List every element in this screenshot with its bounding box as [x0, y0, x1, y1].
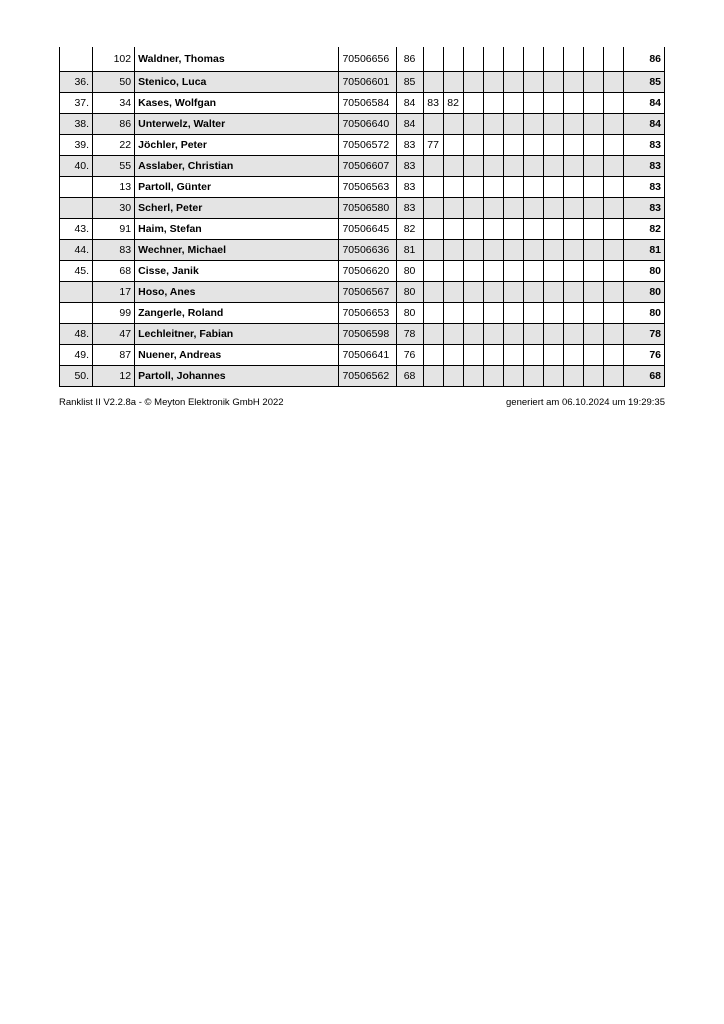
total-score-cell: 80 [623, 261, 664, 282]
series-2-cell [423, 47, 443, 72]
empty-series-cell [603, 177, 623, 198]
empty-series-cell [563, 156, 583, 177]
empty-series-cell [523, 93, 543, 114]
empty-series-cell [503, 219, 523, 240]
start-number-cell: 30 [93, 198, 135, 219]
empty-series-cell [523, 345, 543, 366]
empty-series-cell [543, 177, 563, 198]
empty-series-cell [503, 282, 523, 303]
empty-series-cell [463, 366, 483, 387]
empty-series-cell [563, 47, 583, 72]
series-1-cell: 84 [396, 93, 423, 114]
shooter-id-cell: 70506580 [339, 198, 396, 219]
empty-series-cell [583, 366, 603, 387]
start-number-cell: 102 [93, 47, 135, 72]
table-row [60, 345, 665, 366]
empty-series-cell [463, 135, 483, 156]
empty-series-cell [523, 198, 543, 219]
series-1-cell: 68 [396, 366, 423, 387]
rank-cell: 37. [60, 93, 93, 114]
empty-series-cell [583, 345, 603, 366]
empty-series-cell [583, 198, 603, 219]
series-3-cell [443, 72, 463, 93]
series-2-cell [423, 219, 443, 240]
rank-cell: 38. [60, 114, 93, 135]
shooter-id-cell: 70506607 [339, 156, 396, 177]
footer-copyright: Ranklist II V2.2.8a - © Meyton Elektronik GmbH 2022 [59, 397, 284, 408]
table-row [60, 114, 665, 135]
start-number-cell: 87 [93, 345, 135, 366]
shooter-id-cell: 70506572 [339, 135, 396, 156]
empty-series-cell [603, 240, 623, 261]
empty-series-cell [543, 72, 563, 93]
shooter-name-cell: Unterwelz, Walter [135, 114, 339, 135]
shooter-name-cell: Jöchler, Peter [135, 135, 339, 156]
series-2-cell [423, 345, 443, 366]
rank-cell: 44. [60, 240, 93, 261]
empty-series-cell [523, 282, 543, 303]
empty-series-cell [503, 93, 523, 114]
start-number-cell: 99 [93, 303, 135, 324]
shooter-name-cell: Asslaber, Christian [135, 156, 339, 177]
empty-series-cell [563, 303, 583, 324]
empty-series-cell [583, 135, 603, 156]
series-3-cell [443, 114, 463, 135]
empty-series-cell [483, 324, 503, 345]
empty-series-cell [463, 219, 483, 240]
empty-series-cell [503, 324, 523, 345]
empty-series-cell [463, 177, 483, 198]
shooter-name-cell: Nuener, Andreas [135, 345, 339, 366]
shooter-id-cell: 70506598 [339, 324, 396, 345]
rank-cell: 36. [60, 72, 93, 93]
empty-series-cell [563, 345, 583, 366]
series-2-cell [423, 282, 443, 303]
empty-series-cell [603, 135, 623, 156]
empty-series-cell [463, 261, 483, 282]
empty-series-cell [563, 366, 583, 387]
series-3-cell [443, 198, 463, 219]
empty-series-cell [603, 366, 623, 387]
empty-series-cell [583, 47, 603, 72]
start-number-cell: 86 [93, 114, 135, 135]
series-1-cell: 80 [396, 282, 423, 303]
series-1-cell: 83 [396, 156, 423, 177]
empty-series-cell [463, 93, 483, 114]
series-3-cell [443, 135, 463, 156]
series-2-cell: 83 [423, 93, 443, 114]
shooter-id-cell: 70506620 [339, 261, 396, 282]
empty-series-cell [483, 219, 503, 240]
table-row [60, 324, 665, 345]
ranklist-body [60, 47, 665, 387]
empty-series-cell [583, 156, 603, 177]
series-3-cell [443, 156, 463, 177]
empty-series-cell [503, 261, 523, 282]
empty-series-cell [603, 93, 623, 114]
start-number-cell: 34 [93, 93, 135, 114]
empty-series-cell [563, 324, 583, 345]
series-1-cell: 83 [396, 198, 423, 219]
empty-series-cell [483, 93, 503, 114]
shooter-name-cell: Stenico, Luca [135, 72, 339, 93]
empty-series-cell [523, 156, 543, 177]
empty-series-cell [603, 345, 623, 366]
total-score-cell: 86 [623, 47, 664, 72]
shooter-name-cell: Scherl, Peter [135, 198, 339, 219]
series-2-cell [423, 198, 443, 219]
start-number-cell: 47 [93, 324, 135, 345]
empty-series-cell [583, 303, 603, 324]
empty-series-cell [583, 72, 603, 93]
empty-series-cell [503, 240, 523, 261]
footer-generated-timestamp: generiert am 06.10.2024 um 19:29:35 [506, 397, 665, 408]
series-1-cell: 83 [396, 177, 423, 198]
empty-series-cell [523, 303, 543, 324]
series-2-cell [423, 72, 443, 93]
empty-series-cell [483, 135, 503, 156]
shooter-name-cell: Lechleitner, Fabian [135, 324, 339, 345]
start-number-cell: 55 [93, 156, 135, 177]
empty-series-cell [563, 177, 583, 198]
rank-cell: 48. [60, 324, 93, 345]
total-score-cell: 68 [623, 366, 664, 387]
empty-series-cell [483, 114, 503, 135]
empty-series-cell [483, 156, 503, 177]
series-3-cell [443, 366, 463, 387]
ranklist-table [59, 47, 665, 387]
empty-series-cell [483, 198, 503, 219]
empty-series-cell [543, 261, 563, 282]
empty-series-cell [463, 345, 483, 366]
total-score-cell: 83 [623, 156, 664, 177]
empty-series-cell [523, 366, 543, 387]
empty-series-cell [603, 261, 623, 282]
empty-series-cell [583, 261, 603, 282]
shooter-name-cell: Cisse, Janik [135, 261, 339, 282]
empty-series-cell [543, 345, 563, 366]
empty-series-cell [523, 177, 543, 198]
empty-series-cell [483, 303, 503, 324]
empty-series-cell [483, 261, 503, 282]
empty-series-cell [463, 72, 483, 93]
rank-cell [60, 198, 93, 219]
rank-cell: 49. [60, 345, 93, 366]
rank-cell [60, 47, 93, 72]
empty-series-cell [503, 198, 523, 219]
empty-series-cell [463, 303, 483, 324]
shooter-id-cell: 70506656 [339, 47, 396, 72]
empty-series-cell [503, 72, 523, 93]
empty-series-cell [523, 261, 543, 282]
empty-series-cell [603, 303, 623, 324]
total-score-cell: 82 [623, 219, 664, 240]
shooter-id-cell: 70506645 [339, 219, 396, 240]
empty-series-cell [543, 303, 563, 324]
series-3-cell [443, 47, 463, 72]
table-row [60, 240, 665, 261]
empty-series-cell [503, 156, 523, 177]
empty-series-cell [503, 303, 523, 324]
series-1-cell: 80 [396, 261, 423, 282]
series-1-cell: 86 [396, 47, 423, 72]
empty-series-cell [603, 219, 623, 240]
table-row [60, 72, 665, 93]
rank-cell: 39. [60, 135, 93, 156]
empty-series-cell [543, 282, 563, 303]
series-1-cell: 84 [396, 114, 423, 135]
rank-cell: 40. [60, 156, 93, 177]
empty-series-cell [583, 240, 603, 261]
empty-series-cell [463, 114, 483, 135]
start-number-cell: 91 [93, 219, 135, 240]
empty-series-cell [523, 240, 543, 261]
shooter-id-cell: 70506601 [339, 72, 396, 93]
empty-series-cell [463, 198, 483, 219]
empty-series-cell [543, 93, 563, 114]
empty-series-cell [523, 135, 543, 156]
empty-series-cell [543, 47, 563, 72]
total-score-cell: 84 [623, 93, 664, 114]
shooter-id-cell: 70506653 [339, 303, 396, 324]
series-2-cell [423, 366, 443, 387]
empty-series-cell [583, 282, 603, 303]
table-row [60, 198, 665, 219]
empty-series-cell [503, 114, 523, 135]
series-1-cell: 85 [396, 72, 423, 93]
start-number-cell: 22 [93, 135, 135, 156]
series-1-cell: 81 [396, 240, 423, 261]
series-3-cell [443, 261, 463, 282]
start-number-cell: 50 [93, 72, 135, 93]
empty-series-cell [583, 324, 603, 345]
total-score-cell: 83 [623, 177, 664, 198]
total-score-cell: 85 [623, 72, 664, 93]
start-number-cell: 12 [93, 366, 135, 387]
empty-series-cell [603, 72, 623, 93]
empty-series-cell [503, 47, 523, 72]
total-score-cell: 83 [623, 198, 664, 219]
empty-series-cell [603, 47, 623, 72]
rank-cell [60, 177, 93, 198]
empty-series-cell [603, 282, 623, 303]
shooter-name-cell: Haim, Stefan [135, 219, 339, 240]
empty-series-cell [563, 135, 583, 156]
series-2-cell [423, 177, 443, 198]
series-1-cell: 76 [396, 345, 423, 366]
start-number-cell: 13 [93, 177, 135, 198]
shooter-id-cell: 70506562 [339, 366, 396, 387]
empty-series-cell [483, 240, 503, 261]
table-row [60, 261, 665, 282]
shooter-id-cell: 70506584 [339, 93, 396, 114]
series-1-cell: 82 [396, 219, 423, 240]
empty-series-cell [603, 156, 623, 177]
series-2-cell [423, 303, 443, 324]
shooter-name-cell: Partoll, Johannes [135, 366, 339, 387]
shooter-name-cell: Zangerle, Roland [135, 303, 339, 324]
table-row [60, 156, 665, 177]
series-2-cell [423, 240, 443, 261]
series-1-cell: 83 [396, 135, 423, 156]
series-3-cell [443, 177, 463, 198]
empty-series-cell [523, 47, 543, 72]
series-3-cell: 82 [443, 93, 463, 114]
shooter-name-cell: Kases, Wolfgan [135, 93, 339, 114]
total-score-cell: 83 [623, 135, 664, 156]
total-score-cell: 80 [623, 303, 664, 324]
start-number-cell: 17 [93, 282, 135, 303]
empty-series-cell [563, 282, 583, 303]
series-3-cell [443, 345, 463, 366]
empty-series-cell [543, 156, 563, 177]
empty-series-cell [483, 72, 503, 93]
empty-series-cell [563, 72, 583, 93]
empty-series-cell [543, 114, 563, 135]
empty-series-cell [483, 345, 503, 366]
rank-cell: 43. [60, 219, 93, 240]
empty-series-cell [563, 114, 583, 135]
shooter-id-cell: 70506567 [339, 282, 396, 303]
empty-series-cell [543, 198, 563, 219]
empty-series-cell [583, 219, 603, 240]
rank-cell: 50. [60, 366, 93, 387]
empty-series-cell [503, 177, 523, 198]
empty-series-cell [583, 177, 603, 198]
shooter-id-cell: 70506640 [339, 114, 396, 135]
series-3-cell [443, 303, 463, 324]
shooter-id-cell: 70506563 [339, 177, 396, 198]
empty-series-cell [523, 219, 543, 240]
empty-series-cell [463, 282, 483, 303]
series-1-cell: 80 [396, 303, 423, 324]
empty-series-cell [483, 47, 503, 72]
rank-cell [60, 303, 93, 324]
empty-series-cell [503, 135, 523, 156]
shooter-id-cell: 70506636 [339, 240, 396, 261]
empty-series-cell [563, 93, 583, 114]
empty-series-cell [583, 93, 603, 114]
empty-series-cell [563, 198, 583, 219]
table-row [60, 93, 665, 114]
empty-series-cell [563, 261, 583, 282]
empty-series-cell [483, 177, 503, 198]
empty-series-cell [543, 135, 563, 156]
table-row [60, 219, 665, 240]
total-score-cell: 81 [623, 240, 664, 261]
series-2-cell [423, 114, 443, 135]
series-1-cell: 78 [396, 324, 423, 345]
empty-series-cell [463, 324, 483, 345]
empty-series-cell [543, 240, 563, 261]
empty-series-cell [523, 114, 543, 135]
table-row [60, 303, 665, 324]
table-row [60, 366, 665, 387]
empty-series-cell [523, 324, 543, 345]
table-row [60, 282, 665, 303]
total-score-cell: 84 [623, 114, 664, 135]
empty-series-cell [543, 324, 563, 345]
empty-series-cell [603, 324, 623, 345]
empty-series-cell [463, 47, 483, 72]
empty-series-cell [463, 240, 483, 261]
empty-series-cell [483, 282, 503, 303]
empty-series-cell [603, 114, 623, 135]
rank-cell: 45. [60, 261, 93, 282]
shooter-name-cell: Waldner, Thomas [135, 47, 339, 72]
rank-cell [60, 282, 93, 303]
series-3-cell [443, 282, 463, 303]
total-score-cell: 76 [623, 345, 664, 366]
shooter-id-cell: 70506641 [339, 345, 396, 366]
empty-series-cell [543, 219, 563, 240]
shooter-name-cell: Wechner, Michael [135, 240, 339, 261]
empty-series-cell [563, 240, 583, 261]
empty-series-cell [543, 366, 563, 387]
start-number-cell: 83 [93, 240, 135, 261]
shooter-name-cell: Partoll, Günter [135, 177, 339, 198]
series-3-cell [443, 240, 463, 261]
series-3-cell [443, 324, 463, 345]
total-score-cell: 78 [623, 324, 664, 345]
empty-series-cell [503, 366, 523, 387]
table-row [60, 47, 665, 72]
empty-series-cell [463, 156, 483, 177]
table-row [60, 135, 665, 156]
total-score-cell: 80 [623, 282, 664, 303]
table-row [60, 177, 665, 198]
series-2-cell [423, 261, 443, 282]
series-2-cell [423, 156, 443, 177]
shooter-name-cell: Hoso, Anes [135, 282, 339, 303]
empty-series-cell [583, 114, 603, 135]
empty-series-cell [523, 72, 543, 93]
start-number-cell: 68 [93, 261, 135, 282]
series-2-cell [423, 324, 443, 345]
empty-series-cell [503, 345, 523, 366]
series-2-cell: 77 [423, 135, 443, 156]
empty-series-cell [603, 198, 623, 219]
empty-series-cell [563, 219, 583, 240]
empty-series-cell [483, 366, 503, 387]
series-3-cell [443, 219, 463, 240]
